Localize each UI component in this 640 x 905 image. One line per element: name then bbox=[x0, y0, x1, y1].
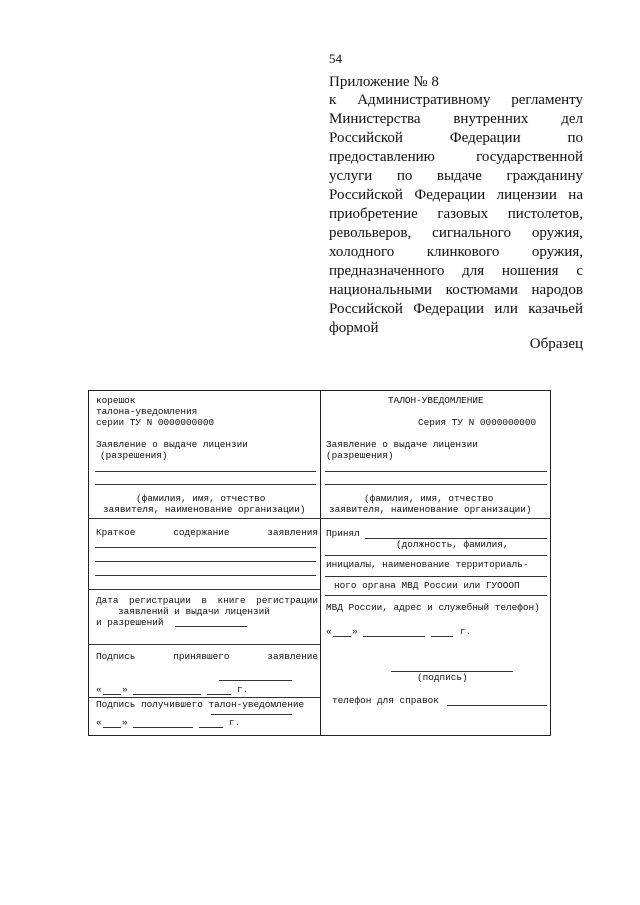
appendix-line: Министерства внутренних дел bbox=[329, 111, 583, 127]
talon-phone: телефон для справок bbox=[332, 695, 439, 706]
stub-date-month bbox=[133, 694, 201, 695]
appendix-line: Российской Федерации лицензии на bbox=[329, 187, 583, 203]
talon-accepted: Принял bbox=[326, 528, 360, 539]
appendix-title: Приложение № 8 bbox=[329, 74, 439, 90]
page-number: 54 bbox=[329, 51, 342, 66]
stub-name-hint: (фамилия, имя, отчество bbox=[136, 493, 266, 504]
talon-line bbox=[325, 555, 547, 556]
stub-date2-month bbox=[133, 727, 193, 728]
talon-line bbox=[325, 471, 547, 472]
stub-date2-year-blank bbox=[199, 727, 223, 728]
stub-summary-label: Краткое содержание заявления bbox=[96, 527, 318, 538]
talon-organ-hint: ного органа МВД России или ГУОООП bbox=[334, 580, 520, 591]
talon-line bbox=[325, 595, 547, 596]
appendix-line: холодного клинкового оружия, bbox=[329, 244, 583, 260]
appendix-line: Российской Федерации или казачьей bbox=[329, 301, 583, 317]
talon-name-hint-sub: заявителя, наименование организации) bbox=[329, 504, 532, 515]
talon-application-sub: (разрешения) bbox=[326, 450, 394, 461]
stub-line bbox=[95, 471, 316, 472]
talon-date-day bbox=[333, 636, 351, 637]
stub-recipient-blank bbox=[211, 714, 292, 715]
talon-name-hint: (фамилия, имя, отчество bbox=[364, 493, 494, 504]
stub-heading-sub: талона-уведомления bbox=[96, 406, 198, 417]
stub-date-year-blank bbox=[207, 694, 231, 695]
stub-series: серии ТУ N 0000000000 bbox=[96, 417, 215, 428]
talon-phone-blank bbox=[447, 705, 547, 706]
appendix-line: услуги по выдаче гражданину bbox=[329, 168, 583, 184]
stub-line bbox=[95, 575, 316, 576]
appendix-line: револьверов, сигнального оружия, bbox=[329, 225, 583, 241]
form-divider bbox=[320, 391, 321, 735]
stub-name-hint-sub: заявителя, наименование организации) bbox=[103, 504, 306, 515]
stub-divider bbox=[89, 644, 320, 645]
talon-heading: ТАЛОН-УВЕДОМЛЕНИЕ bbox=[388, 395, 484, 406]
talon-date-month bbox=[363, 636, 425, 637]
stub-registration-sub2: и разрешений bbox=[96, 617, 164, 628]
notification-form bbox=[88, 390, 551, 736]
stub-registration-blank bbox=[175, 626, 247, 627]
stub-divider bbox=[89, 697, 320, 698]
stub-date2-close: » bbox=[122, 717, 128, 728]
appendix-line: предназначенного для ношения с bbox=[329, 263, 583, 279]
stub-divider bbox=[89, 518, 320, 519]
appendix-line: Российской Федерации по bbox=[329, 130, 583, 146]
talon-date-year-blank bbox=[431, 636, 453, 637]
stub-signature-recipient: Подпись получившего талон-уведомление bbox=[96, 699, 305, 710]
stub-date-open: « bbox=[96, 684, 102, 695]
talon-date-year: г. bbox=[460, 626, 472, 637]
appendix-line: предоставлению государственной bbox=[329, 149, 583, 165]
stub-date2-open: « bbox=[96, 717, 102, 728]
talon-divider bbox=[320, 518, 551, 519]
stub-signature-received: Подпись принявшего заявление bbox=[96, 651, 318, 662]
talon-initials-hint: инициалы, наименование территориаль- bbox=[326, 559, 529, 570]
talon-date-close: » bbox=[352, 626, 358, 637]
appendix-line: национальными костюмами народов bbox=[329, 282, 583, 298]
stub-application-sub: (разрешения) bbox=[100, 450, 168, 461]
sample-label: Образец bbox=[529, 336, 583, 352]
stub-date-close: » bbox=[122, 684, 128, 695]
appendix-line: к Административному регламенту bbox=[329, 92, 583, 108]
talon-application: Заявление о выдаче лицензии bbox=[326, 439, 478, 450]
stub-application: Заявление о выдаче лицензии bbox=[96, 439, 248, 450]
stub-signature-blank bbox=[219, 680, 292, 681]
talon-date-open: « bbox=[326, 626, 332, 637]
appendix-line: формой bbox=[329, 320, 379, 336]
stub-registration: Дата регистрации в книге регистрации bbox=[96, 595, 318, 606]
talon-line bbox=[325, 576, 547, 577]
stub-date2-year: г. bbox=[229, 717, 241, 728]
stub-date2-day bbox=[103, 727, 121, 728]
stub-registration-sub: заявлений и выдачи лицензий bbox=[118, 606, 270, 617]
talon-line bbox=[325, 484, 547, 485]
stub-date-year: г. bbox=[237, 684, 249, 695]
talon-address-hint: МВД России, адрес и служебный телефон) bbox=[326, 602, 540, 613]
appendix-line: приобретение газовых пистолетов, bbox=[329, 206, 583, 222]
stub-heading: корешок bbox=[96, 395, 136, 406]
stub-line bbox=[95, 484, 316, 485]
talon-series: Серия ТУ N 0000000000 bbox=[418, 417, 537, 428]
stub-date-day bbox=[103, 694, 121, 695]
stub-line bbox=[95, 561, 316, 562]
stub-divider bbox=[89, 589, 320, 590]
talon-signature-hint: (подпись) bbox=[417, 672, 468, 683]
stub-line bbox=[95, 547, 316, 548]
talon-position-hint: (должность, фамилия, bbox=[396, 539, 509, 550]
